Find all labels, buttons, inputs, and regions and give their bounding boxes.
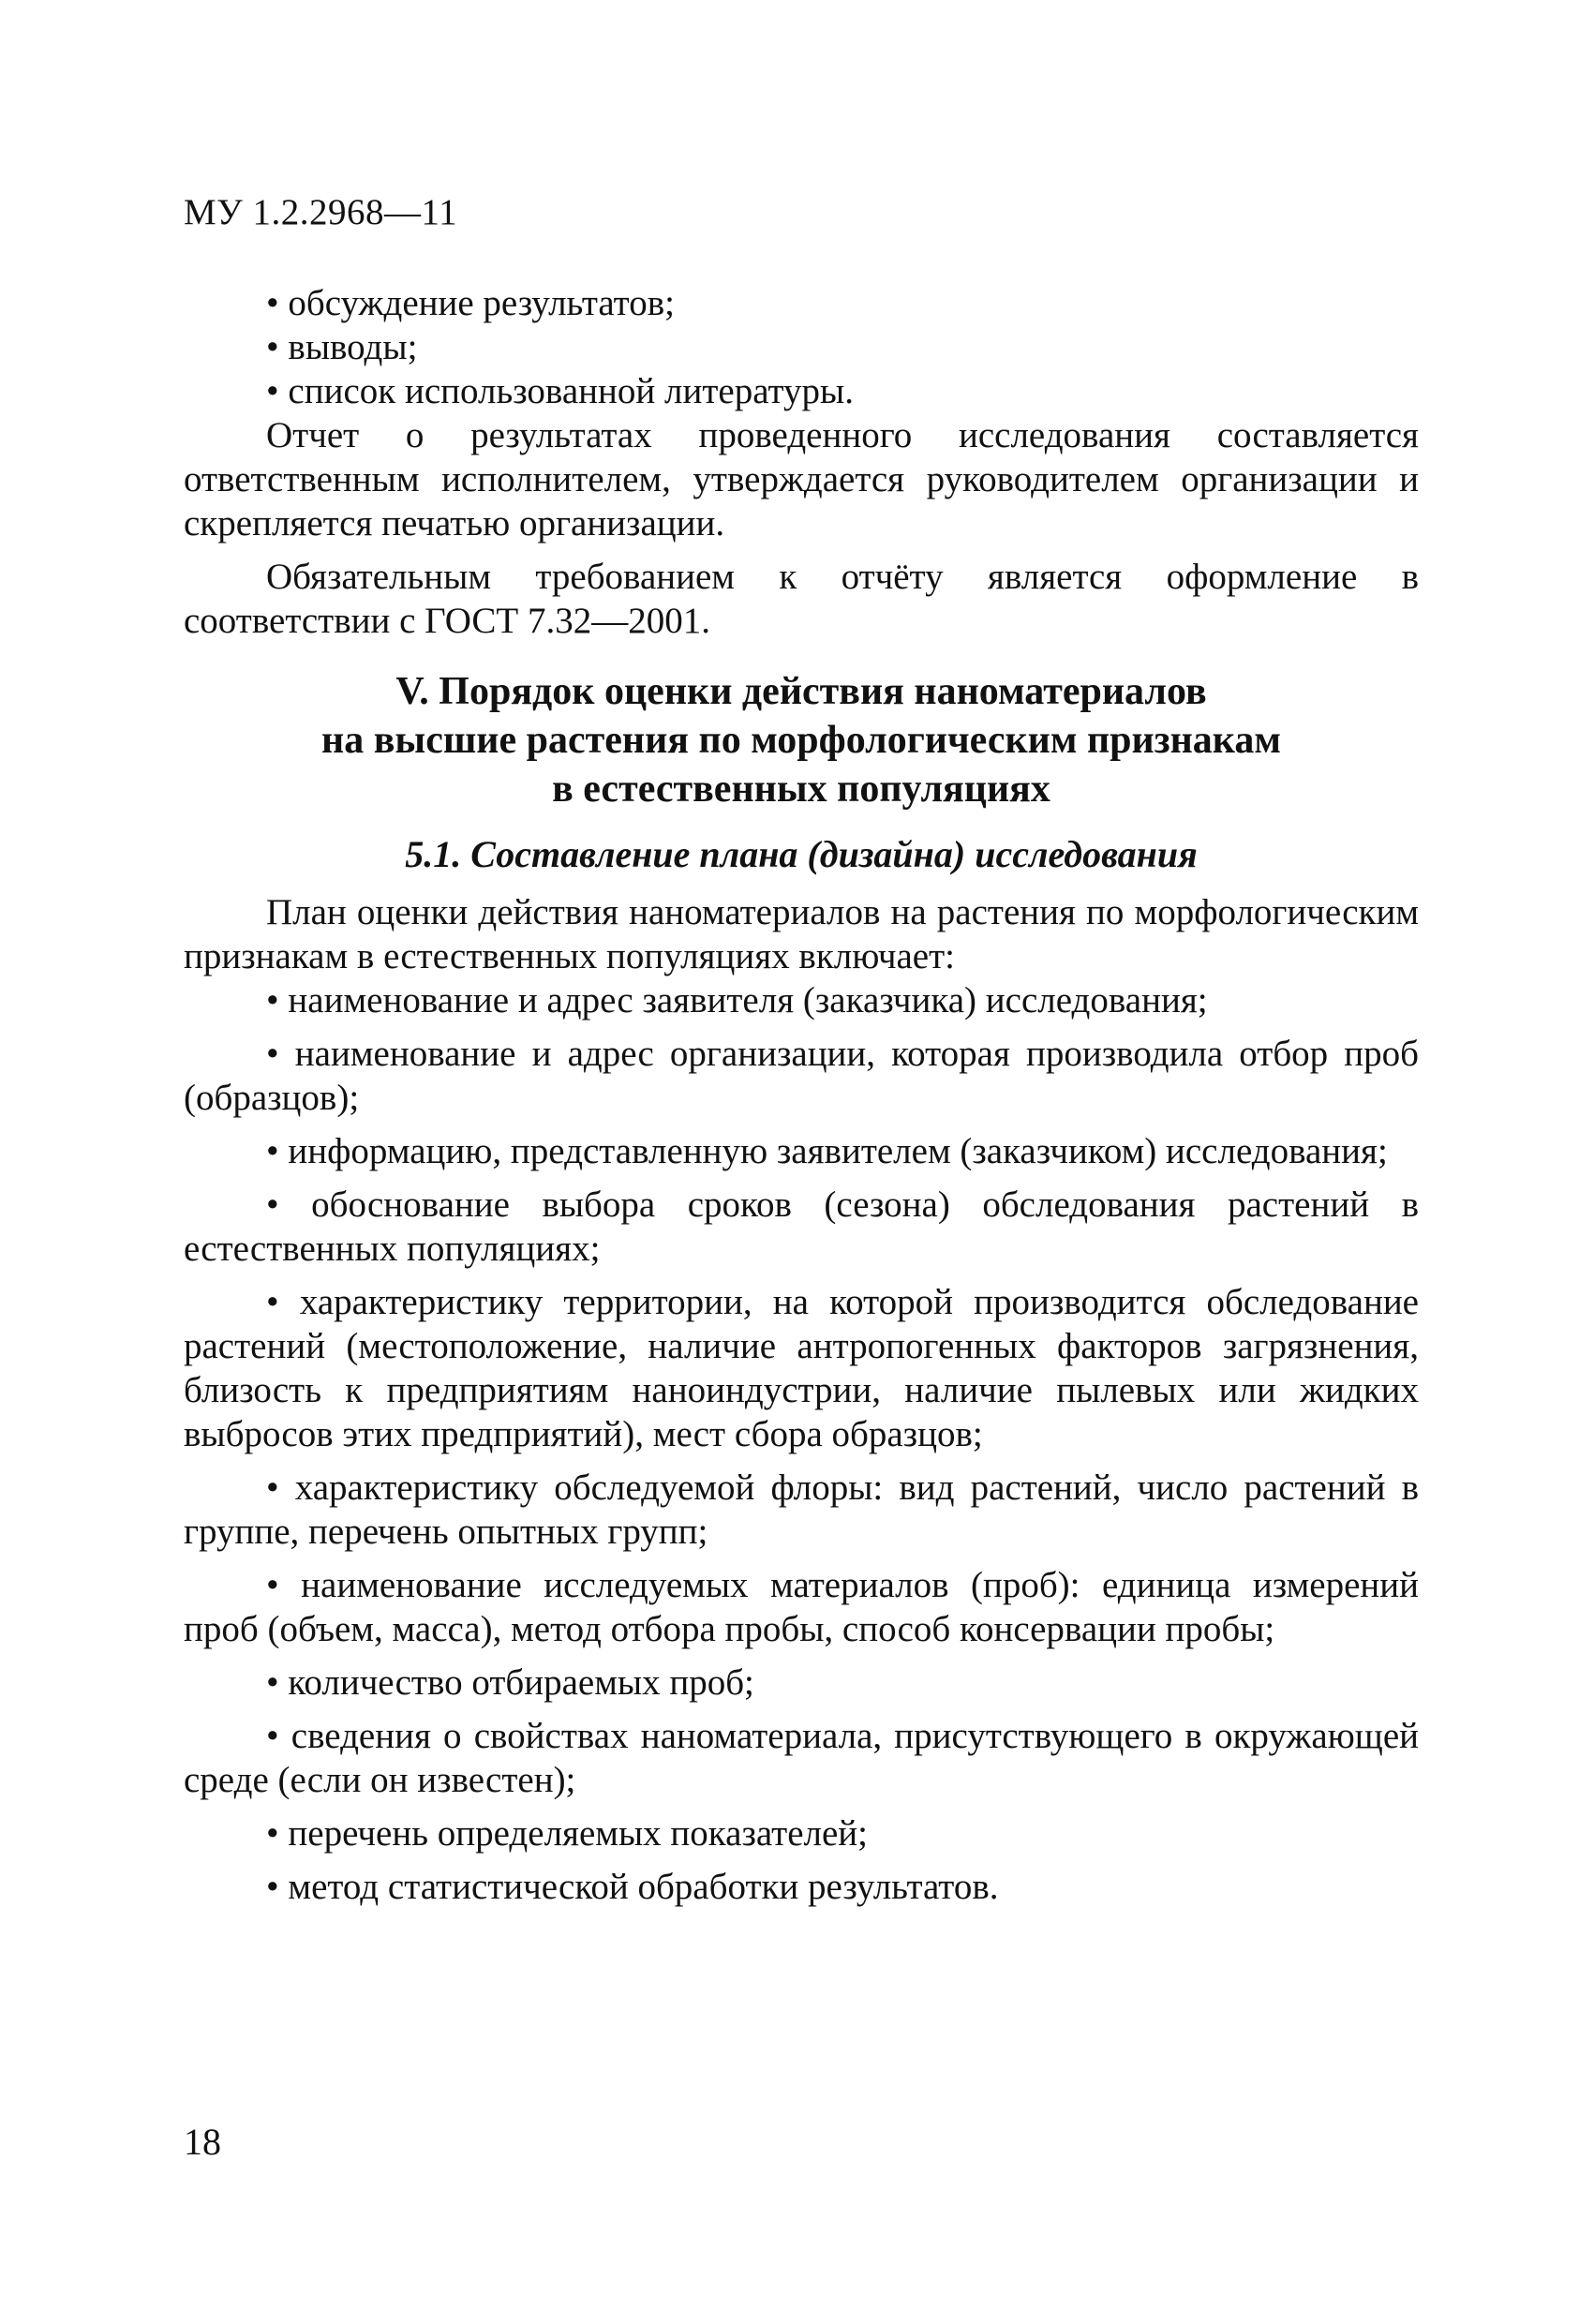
section-title [184, 667, 1419, 813]
report-paragraph: Отчет о результатах проведенного исследования составляется ответственным исполнителем, утверждается руководителем организации и скрепляется печатью организации. [184, 415, 1419, 544]
section-title-line: V. Порядок оценки действия наноматериалов [395, 670, 1207, 713]
list-item: • список использованной литературы. [184, 369, 1419, 413]
page-number: 18 [184, 2121, 221, 2163]
plan-contents [184, 890, 1419, 1909]
intro-paragraph: План оценки действия наноматериалов на растения по морфологическим признакам в естественных популяциях включает: [184, 892, 1419, 976]
list-item: • характеристику обследуемой флоры: вид растений, число растений в группе, перечень опытных групп; [184, 1466, 1419, 1554]
list-item: • перечень определяемых показателей; [184, 1811, 1419, 1855]
list-item: • выводы; [184, 325, 1419, 369]
list-item: • количество отбираемых проб; [184, 1661, 1419, 1705]
list-item: • информацию, представленную заявителем (заказчиком) исследования; [184, 1129, 1419, 1173]
list-item: • сведения о свойствах наноматериала, присутствующего в окружающей среде (если он известен); [184, 1714, 1419, 1802]
report-contents-list [184, 281, 1419, 643]
list-item: • наименование и адрес заявителя (заказчика) исследования; [184, 978, 1419, 1022]
section-title-line: в естественных популяциях [552, 767, 1050, 811]
list-item: • наименование исследуемых материалов (проб): единица измерений проб (объем, масса), метод отбора пробы, способ консервации пробы; [184, 1563, 1419, 1651]
list-item: • обоснование выбора сроков (сезона) обследования растений в естественных популяциях; [184, 1183, 1419, 1271]
list-item: • метод статистической обработки результатов. [184, 1865, 1419, 1909]
list-item: • наименование и адрес организации, которая производила отбор проб (образцов); [184, 1032, 1419, 1120]
list-item: • обсуждение результатов; [184, 281, 1419, 325]
subsection-title: 5.1. Составление плана (дизайна) исследования [405, 833, 1198, 875]
document-code: МУ 1.2.2968—11 [184, 192, 458, 232]
report-requirement-paragraph: Обязательным требованием к отчёту является оформление в соответствии с ГОСТ 7.32—2001. [184, 557, 1419, 641]
section-title-line: на высшие растения по морфологическим признакам [321, 719, 1281, 762]
list-item: • характеристику территории, на которой производится обследование растений (местоположение, наличие антропогенных факторов загрязнения, близость к предприятиям наноиндустрии, наличие пылевых или жидких выбросов этих предприятий), мест сбора образцов; [184, 1280, 1419, 1456]
